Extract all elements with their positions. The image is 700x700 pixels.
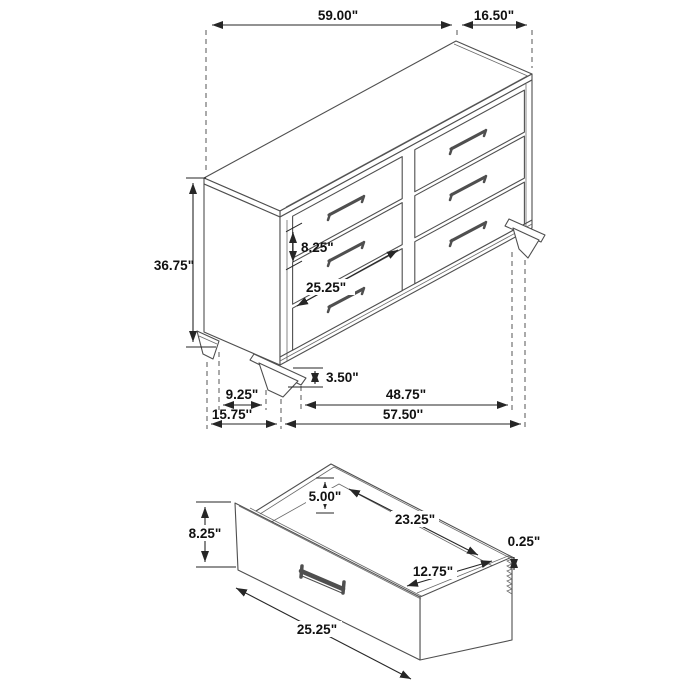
dim-drawer-inside-depth: 12.75": [412, 564, 454, 579]
dim-dresser-drawer-height: 8.25": [301, 240, 334, 255]
dim-dresser-leg-span: 48.75": [385, 387, 427, 402]
dim-drawer-front-width: 25.25": [296, 622, 338, 637]
dim-dresser-overall-width: 59.00": [317, 8, 359, 23]
dresser-drawing: [197, 41, 545, 397]
drawer-drawing: [235, 464, 514, 660]
dim-dresser-footprint-depth: 15.75'': [211, 407, 253, 422]
dim-dresser-footprint-width: 57.50'': [382, 407, 424, 422]
dim-dresser-drawer-width: 25.25": [306, 280, 347, 295]
dim-drawer-panel-thickness: 0.25": [507, 534, 541, 549]
dim-dresser-overall-depth: 16.50": [473, 8, 515, 23]
dim-dresser-leg-inset: 9.25": [225, 387, 259, 402]
dim-dresser-foot-height: 3.50": [326, 370, 359, 385]
dim-dresser-overall-height: 36.75": [153, 258, 195, 273]
dim-drawer-inside-height: 5.00": [308, 489, 342, 504]
dim-drawer-inside-width: 23.25": [394, 512, 436, 527]
dim-drawer-front-height: 8.25": [188, 526, 222, 541]
